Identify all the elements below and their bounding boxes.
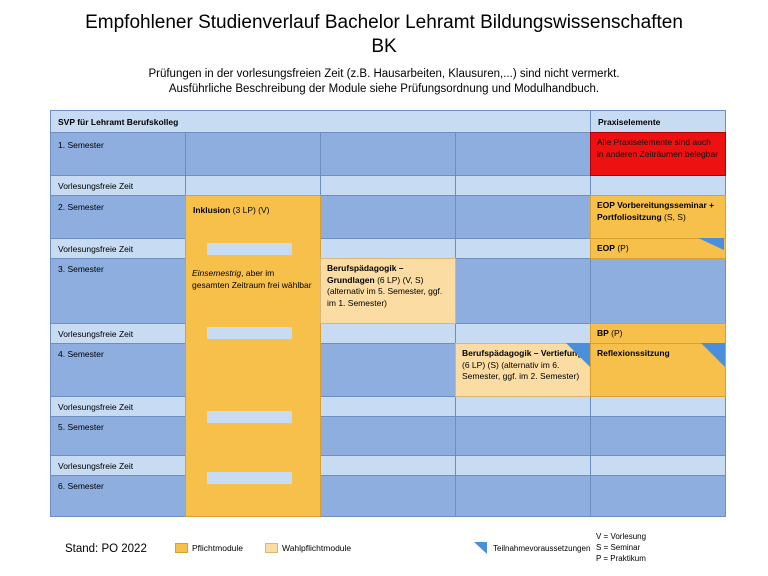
vertiefung-prerequisite-marker (566, 343, 590, 367)
wahlpflicht-swatch (265, 543, 278, 553)
row-s3-praxis (590, 258, 726, 324)
praxis-eop-seminar-name: EOP Vorbereitungsseminar + Portfoliositzung (597, 200, 715, 222)
module-bp-grundlagen-detail: (6 LP) (V, S) (alternativ im 5. Semester, ggf. im 1. Semester) (327, 274, 443, 308)
praxis-bp-detail: (P) (608, 328, 623, 338)
row-s6-col3 (455, 475, 591, 517)
row-v3-col2 (320, 323, 456, 344)
row-s1-col2 (320, 132, 456, 176)
module-inklusion-detail: (3 LP) (V) (230, 205, 270, 215)
row-label-s1: 1. Semester (58, 140, 104, 150)
pflicht-swatch (175, 543, 188, 553)
row-v1-col2 (320, 175, 456, 196)
row-v4-col2 (320, 396, 456, 417)
row-label-s4: 4. Semester (58, 349, 104, 359)
page-title (0, 11, 768, 59)
stand-label: Stand: PO 2022 (65, 543, 147, 555)
prerequisite-legend-icon (474, 542, 487, 554)
inklusion-free-time-marker-4 (207, 472, 292, 484)
row-s5-praxis (590, 416, 726, 456)
row-s2-col2 (320, 195, 456, 239)
module-inklusion-name: Inklusion (193, 205, 231, 215)
module-bp-grundlagen[interactable] (320, 258, 456, 324)
inklusion-free-time-marker-1 (207, 243, 292, 255)
eop-prerequisite-marker (698, 238, 724, 250)
subtitle-line-1: Prüfungen in der vorlesungsfreien Zeit (z.B. Hausarbeiten, Klausuren,...) sind nicht vermerkt. (148, 68, 620, 80)
subtitle (0, 67, 768, 97)
abbr-s: S = Seminar (596, 543, 641, 552)
row-s5-col3 (455, 416, 591, 456)
title-line-1: Empfohlener Studienverlauf Bachelor Lehramt Bildungswissenschaften (85, 12, 683, 33)
row-v1-col3 (455, 175, 591, 196)
row-s5-col2 (320, 416, 456, 456)
row-v3-col3 (455, 323, 591, 344)
row-label-v2: Vorlesungsfreie Zeit (58, 244, 134, 254)
row-v2-col3 (455, 238, 591, 259)
praxis-reflexion-name: Reflexionssitzung (597, 348, 670, 358)
abbr-p: P = Praktikum (596, 554, 646, 563)
inklusion-free-time-marker-3 (207, 411, 292, 423)
row-s3-col3 (455, 258, 591, 324)
row-v1-praxis (590, 175, 726, 196)
module-bp-vertiefung-detail: (6 LP) (S) (alternativ im 6. Semester, ggf. im 2. Semester) (462, 359, 580, 381)
praxis-bp-name: BP (597, 328, 609, 338)
row-v1-col1 (185, 175, 321, 196)
row-label-s5: 5. Semester (58, 422, 104, 432)
row-s4-col2 (320, 343, 456, 397)
prerequisite-legend-label: Teilnahmevoraussetzungen (493, 544, 591, 553)
row-v5-col3 (455, 455, 591, 476)
module-inklusion-title (193, 205, 313, 217)
row-label-s2: 2. Semester (58, 202, 104, 212)
row-s1-label-cell (50, 132, 186, 176)
reflexion-prerequisite-marker (701, 343, 725, 367)
praxis-eop-seminar-detail: (S, S) (661, 211, 686, 222)
row-v5-praxis (590, 455, 726, 476)
row-v4-col3 (455, 396, 591, 417)
wahlpflicht-legend-label: Wahlpflichtmodule (282, 543, 352, 553)
inklusion-free-time-marker-2 (207, 327, 292, 339)
row-v2-col2 (320, 238, 456, 259)
praxis-eop-seminar[interactable] (590, 195, 726, 239)
abbr-v: V = Vorlesung (596, 532, 647, 541)
row-label-v4: Vorlesungsfreie Zeit (58, 402, 134, 412)
pflicht-legend-label: Pflichtmodule (192, 543, 244, 553)
row-label-v5: Vorlesungsfreie Zeit (58, 461, 134, 471)
row-label-s6: 6. Semester (58, 481, 104, 491)
row-s1-col3 (455, 132, 591, 176)
module-inklusion-note (186, 268, 318, 291)
row-s1-col1 (185, 132, 321, 176)
module-bp-grundlagen-name: Berufspädagogik – Grundlagen (327, 263, 404, 285)
row-v4-praxis (590, 396, 726, 417)
row-label-v1: Vorlesungsfreie Zeit (58, 181, 134, 191)
subtitle-line-2: Ausführliche Beschreibung der Module siehe Prüfungsordnung und Modulhandbuch. (168, 83, 600, 95)
row-s6-praxis (590, 475, 726, 517)
praxis-eop-name: EOP (597, 243, 615, 253)
header-left-label: SVP für Lehramt Berufskolleg (58, 117, 179, 127)
row-s6-col2 (320, 475, 456, 517)
row-label-v3: Vorlesungsfreie Zeit (58, 329, 134, 339)
module-inklusion-note-italic: Einsemestrig (192, 268, 242, 278)
module-inklusion-note-rest: , aber im gesamten Zeitraum frei wählbar (192, 268, 312, 290)
header-right-label: Praxiselemente (598, 117, 661, 127)
module-bp-vertiefung-name: Berufspädagogik – Vertiefung (462, 348, 583, 358)
praxis-bp[interactable] (590, 323, 726, 344)
row-label-s3: 3. Semester (58, 264, 104, 274)
title-line-2: BK (371, 36, 397, 57)
row-s2-col3 (455, 195, 591, 239)
row-v5-col2 (320, 455, 456, 476)
praxis-note-red: Alle Praxiselemente sind auch in anderen Zeiträumen belegbar (590, 132, 726, 176)
praxis-eop-detail: (P) (614, 243, 629, 253)
